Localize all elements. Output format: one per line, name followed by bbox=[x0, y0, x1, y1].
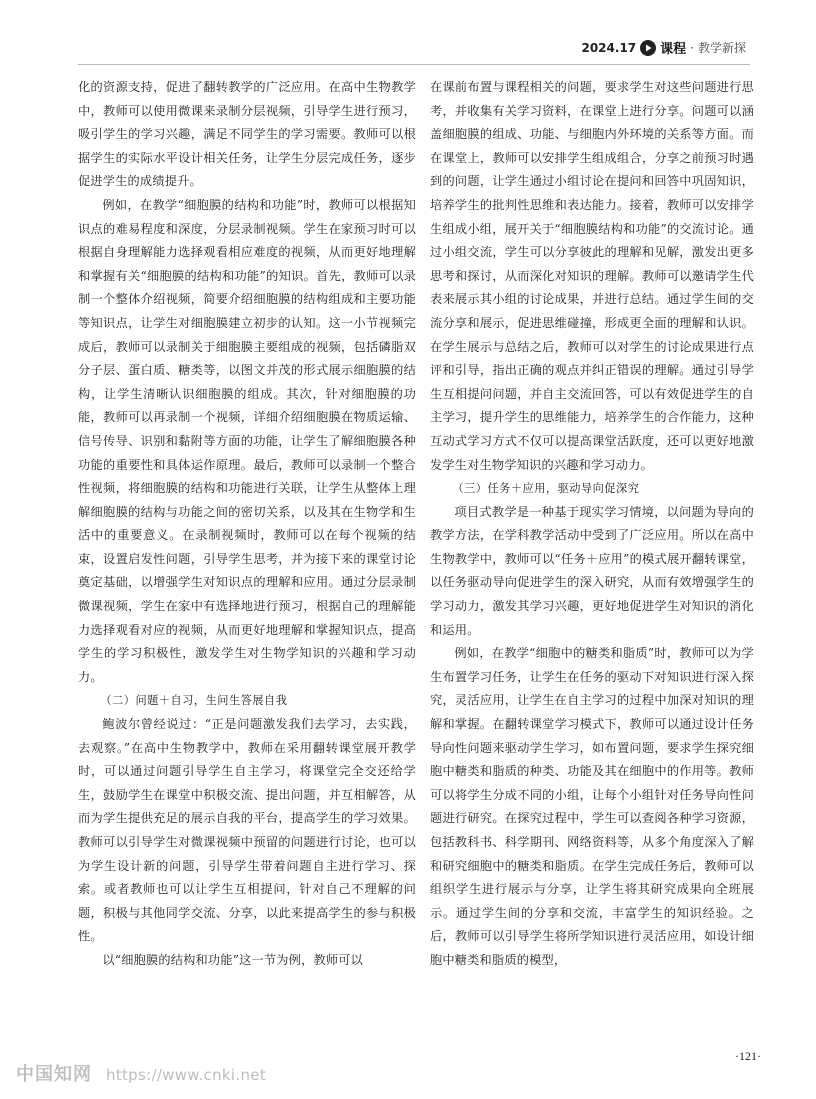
section-heading: （二）问题＋自习，生问生答展自我 bbox=[100, 694, 288, 708]
section-name: 教学新探 bbox=[697, 41, 746, 55]
body-paragraph: 例如，在教学“细胞膜的结构和功能”时，教师可以根据知识点的难易程度和深度，分层录制视频。学生在家预习时可以根据自身理解能力选择观看相应难度的视频，从而更好地理解和掌握有关“细胞膜的结构和功能”的知识。首先，教师可以录制一个整体介绍视频，简要介绍细胞膜的结构组成和主要功能等知识点，让学生对细胞膜建立初步的认知。这一小节视频完成后，教师可以录制关于细胞膜主要组成的视频，包括磷脂双分子层、蛋白质、糖类等，以图文并茂的形式展示细胞膜的结构，让学生清晰认识细胞膜的组成。其次，针对细胞膜的功能，教师可以再录制一个视频，详细介绍细胞膜在物质运输、信号传导、识别和黏附等方面的功能，让学生了解细胞膜各种功能的重要性和具体运作原理。最后，教师可以录制一个整合性视频，将细胞膜的结构和功能进行关联，让学生从整体上理解细胞膜的结构与功能之间的密切关系，以及其在生物学和生活中的重要意义。在录制视频时，教师可以在每个视频的结束，设置启发性问题，引导学生思考，并为接下来的课堂讨论奠定基础，以增强学生对知识点的理解和应用。通过分层录制微课视频，学生在家中有选择地进行预习，根据自己的理解能力选择观看对应的视频，从而更好地理解和掌握知识点，提高学生的学习积极性，激发学生对生物学知识的兴趣和学习动力。 bbox=[78, 197, 416, 684]
running-header bbox=[581, 38, 746, 57]
body-paragraph: 在课前布置与课程相关的问题，要求学生对这些问题进行思考，并收集有关学习资料，在课堂上进行分享。问题可以涵盖细胞膜的组成、功能、与细胞内外环境的关系等方面。而在课堂上，教师可以安排学生组成组合，分享之前预习时遇到的问题，让学生通过小组讨论在提问和回答中巩固知识，培养学生的批判性思维和表达能力。接着，教师可以安排学生组成小组，展开关于“细胞膜结构和功能”的交流讨论。通过小组交流，学生可以分享彼此的理解和见解，激发出更多思考和探讨，从而深化对知识的理解。教师可以邀请学生代表来展示其小组的讨论成果，并进行总结。通过学生间的交流分享和展示，促进思维碰撞，形成更全面的理解和认识。在学生展示与总结之后，教师可以对学生的讨论成果进行点评和引导，指出正确的观点并纠正错误的理解。通过引导学生互相提问问题，并自主交流回答，可以有效促进学生的自主学习，提升学生的思维能力，培养学生的合作能力，这种互动式学习方式不仅可以提高课堂活跃度，还可以更好地激发学生对生物学知识的兴趣和学习动力。 bbox=[430, 80, 754, 472]
body-paragraph: 以“细胞膜的结构和功能”这一节为例，教师可以 bbox=[102, 952, 364, 967]
watermark-brand: 中国知网 bbox=[16, 1064, 92, 1085]
body-paragraph: 鲍波尔曾经说过：“正是问题激发我们去学习，去实践，去观察。”在高中生物教学中，教师在采用翻转课堂展开教学时，可以通过问题引导学生自主学习，将课堂完全交还给学生，鼓励学生在课堂中积极交流、提出问题，并互相解答，从而为学生提供充足的展示自我的平台，提高学生的学习效果。教师可以引导学生对微课视频中预留的问题进行讨论，也可以为学生设计新的问题，引导学生带着问题自主进行学习、探索。或者教师也可以让学生互相提问，针对自己不理解的问题，积极与其他同学交流、分享，以此来提高学生的参与积极性。 bbox=[78, 717, 416, 944]
right-column bbox=[430, 76, 754, 973]
section-heading: （三）任务＋应用，驱动导向促深究 bbox=[452, 482, 640, 496]
play-icon bbox=[640, 40, 656, 56]
header-divider bbox=[78, 64, 750, 65]
watermark-url: https://www.cnki.net bbox=[106, 1066, 266, 1084]
page-number: ·121· bbox=[735, 1049, 761, 1063]
left-column bbox=[78, 76, 416, 973]
section-separator: · bbox=[690, 40, 694, 55]
body-paragraph: 化的资源支持，促进了翻转教学的广泛应用。在高中生物教学中，教师可以使用微课来录制分层视频，引导学生进行预习，吸引学生的学习兴趣，满足不同学生的学习需要。教师可以根据学生的实际水平设计相关任务，让学生分层完成任务，逐步促进学生的成绩提升。 bbox=[78, 80, 416, 189]
body-paragraph: 例如，在教学“细胞中的糖类和脂质”时，教师可以为学生布置学习任务，让学生在任务的驱动下对知识进行深入探究，灵活应用，让学生在自主学习的过程中加深对知识的理解和掌握。在翻转课堂学习模式下，教师可以通过设计任务导向性问题来驱动学生学习，如布置问题，要求学生探究细胞中糖类和脂质的种类、功能及其在细胞中的作用等。教师可以将学生分成不同的小组，让每个小组针对任务导向性问题进行研究。在探究过程中，学生可以查阅各种学习资源，包括教科书、科学期刊、网络资料等，从多个角度深入了解和研究细胞中的糖类和脂质。在学生完成任务后，教师可以组织学生进行展示与分享，让学生将其研究成果向全班展示。通过学生间的分享和交流，丰富学生的知识经验。之后，教师可以引导学生将所学知识进行灵活应用，如设计细胞中糖类和脂质的模型， bbox=[430, 646, 754, 967]
issue-number: 2024.17 bbox=[581, 40, 637, 55]
watermark bbox=[16, 1060, 266, 1086]
section-course: 课程 bbox=[660, 42, 687, 57]
body-paragraph: 项目式教学是一种基于现实学习情境，以问题为导向的教学方法，在学科教学活动中受到了广泛应用。所以在高中生物教学中，教师可以“任务＋应用”的模式展开翻转课堂，以任务驱动导向促进学生的深入研究，从而有效增强学生的学习动力，激发其学习兴趣，更好地促进学生对知识的消化和运用。 bbox=[430, 504, 754, 637]
